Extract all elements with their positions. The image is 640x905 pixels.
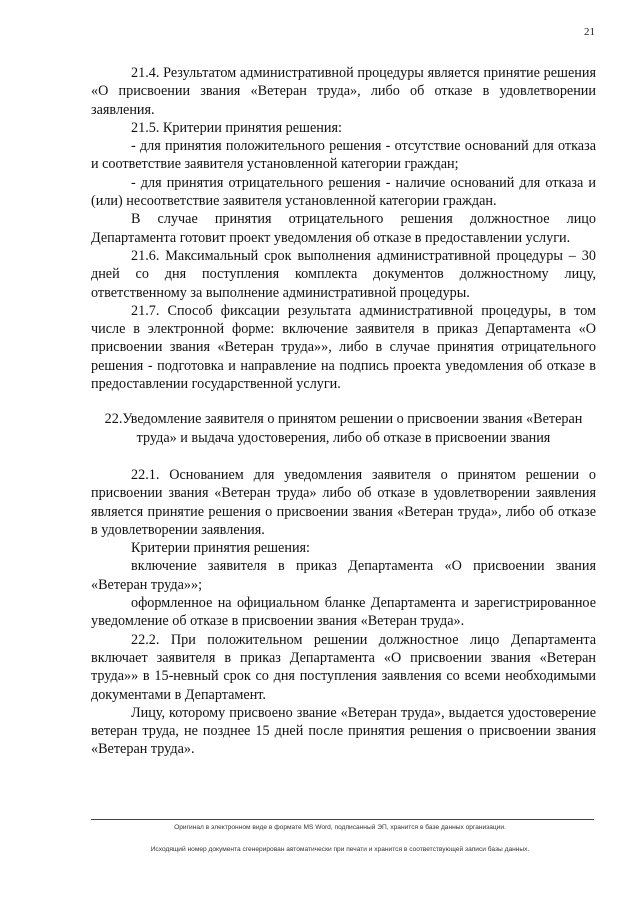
paragraph-refusal-notice: В случае принятия отрицательного решения должностное лицо Департамента готовит проект уведомления об отказе в предоставлении услуги. — [91, 211, 596, 246]
page-number: 21 — [584, 26, 595, 38]
paragraph-21-5: 21.5. Критерии принятия решения: — [131, 119, 342, 136]
footer-divider — [91, 819, 594, 820]
paragraph-21-7: 21.7. Способ фиксации результата административной процедуры, в том числе в электронной форме: включение заявителя в приказ Департамента «О присвоении звания «Ветеран труда»», либо в случае принятия отрицательного решения - подготовка и направление на подпись проекта уведомления об отказе в предоставлении государственной услуги. — [91, 302, 596, 393]
paragraph-positive-criteria: - для принятия положительного решения - отсутствие оснований для отказа и соответствие заявителя установленной категории граждан; — [91, 138, 596, 173]
paragraph-order-inclusion: включение заявителя в приказ Департамента «О присвоении звания «Ветеран труда»»; — [91, 558, 596, 593]
paragraph-21-4: 21.4. Результатом административной процедуры является принятие решения «О присвоении звания «Ветеран труда», либо об отказе в удовлетворении заявления. — [91, 65, 596, 118]
footer-original-note: Оригинал в электронном виде в формате MS Word, подписанный ЭП, хранится в базе данных организации. — [174, 824, 506, 831]
section-heading-22: 22.Уведомление заявителя о принятом решении о присвоении звания «Ветеран труда» и выдача удостоверения, либо об отказе в присвоении звания — [104, 411, 583, 446]
paragraph-decision-criteria: Критерии принятия решения: — [131, 540, 310, 557]
paragraph-22-1: 22.1. Основанием для уведомления заявителя о принятом решении о присвоении звания «Ветеран труда» либо об отказе в удовлетворении заявления является принятие решения о присвоении звания «Ветеран труда», либо об отказе в удовлетворении заявления. — [91, 466, 596, 538]
paragraph-negative-criteria: - для принятия отрицательного решения - наличие оснований для отказа и (или) несоответствие заявителя установленной категории граждан. — [91, 174, 596, 210]
footer-number-note: Исходящий номер документа сгенерирован автоматически при печати и хранится в соответствующей записи базы данных. — [150, 846, 530, 853]
paragraph-22-2: 22.2. При положительном решении должностное лицо Департамента включает заявителя в приказ Департамента «О присвоении звания «Ветеран труда»» в 15-невный срок со дня поступления заявления со всеми необходимыми документами в Департамент. — [91, 631, 596, 703]
paragraph-refusal-form: оформленное на официальном бланке Департамента и зарегистрированное уведомление об отказе в присвоении звания «Ветеран труда». — [91, 595, 596, 630]
paragraph-21-6: 21.6. Максимальный срок выполнения административной процедуры – 30 дней со дня поступления комплекта документов должностному лицу, ответственному за выполнение административной процедуры. — [91, 247, 596, 301]
paragraph-certificate-issue: Лицу, которому присвоено звание «Ветеран труда», выдается удостоверение ветеран труда, не позднее 15 дней после принятия решения о присвоении звания «Ветеран труда». — [91, 704, 596, 758]
document-body — [91, 64, 596, 759]
